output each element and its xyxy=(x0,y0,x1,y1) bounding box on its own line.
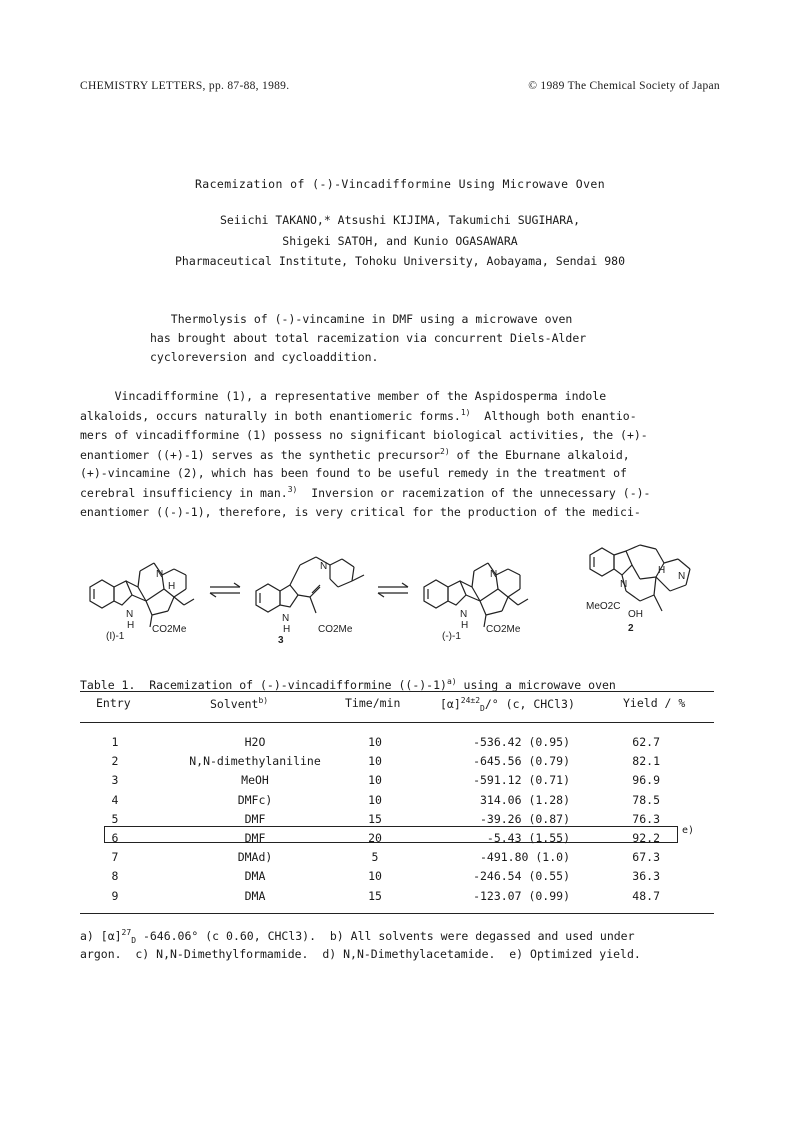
table-cell-alpha: -645.56 (0.79) xyxy=(473,754,570,769)
table-cell-alpha: -246.54 (0.55) xyxy=(473,869,570,884)
footnote-text: -646.06° (c 0.60, CHCl3). b) All solvents were degassed and used under xyxy=(136,928,635,943)
body-line xyxy=(80,408,720,423)
table-caption-footnote: a) xyxy=(446,677,457,686)
abstract-line: has brought about total racemization via concurrent Diels-Alder xyxy=(150,331,587,345)
table-cell-time: 10 xyxy=(368,773,382,788)
atom-label-n: N xyxy=(126,609,134,620)
column-header-solvent xyxy=(210,696,268,711)
ester-label: MeO2C xyxy=(586,601,621,612)
table-cell-solvent: MeOH xyxy=(241,773,269,788)
atom-label-n: N xyxy=(678,571,686,582)
table-cell-entry: 5 xyxy=(111,811,119,826)
structure-racemic-vincadifformine xyxy=(90,563,194,627)
table-cell-yield: 67.3 xyxy=(632,850,660,865)
body-text: alkaloids, occurs naturally in both enantiomeric forms. xyxy=(80,408,461,423)
atom-label-n: N xyxy=(620,579,628,590)
structure-levo-vincadifformine xyxy=(424,563,528,627)
table-cell-time: 10 xyxy=(368,792,382,807)
table-cell-alpha: -536.42 (0.95) xyxy=(473,735,570,749)
copyright-notice: © 1989 The Chemical Society of Japan xyxy=(528,80,720,92)
optimized-row-footnote: e) xyxy=(682,825,695,836)
body-line: Vincadifformine (1), a representative member of the Aspidosperma indole xyxy=(80,389,607,403)
column-header-rotation xyxy=(440,696,575,713)
atom-label-n: N xyxy=(490,569,498,580)
table-cell-alpha: -491.80 (1.0) xyxy=(479,850,570,865)
table-caption-text: using a microwave oven xyxy=(456,677,616,692)
table-cell-solvent: H2O xyxy=(244,735,266,749)
table-cell-alpha: -591.12 (0.71) xyxy=(473,773,570,788)
column-header-subscript: D xyxy=(480,704,485,714)
table-cell-entry: 1 xyxy=(111,735,119,749)
affiliation: Pharmaceutical Institute, Tohoku University, Aobayama, Sendai 980 xyxy=(174,254,626,268)
table-cell-time: 10 xyxy=(368,754,382,769)
table-cell-yield: 78.5 xyxy=(632,792,660,807)
table-cell-alpha: -39.26 (0.87) xyxy=(479,811,570,826)
journal-citation: CHEMISTRY LETTERS, pp. 87-88, 1989. xyxy=(80,80,290,92)
footnote-superscript: 27 xyxy=(121,928,132,937)
compound-label-levo-1: (-)-1 xyxy=(442,631,461,642)
equilibrium-arrow xyxy=(378,583,408,597)
table-cell-solvent: DMA xyxy=(244,888,266,903)
atom-label-h: H xyxy=(283,624,291,635)
author-list-line-2: Shigeki SATOH, and Kunio OGASAWARA xyxy=(282,234,518,248)
atom-label-n: N xyxy=(156,569,164,580)
footnote-text: a) [α] xyxy=(80,928,122,943)
table-cell-entry: 3 xyxy=(111,773,119,788)
table-cell-time: 20 xyxy=(368,831,382,845)
body-text: Although both enantio- xyxy=(470,408,637,423)
compound-label-2: 2 xyxy=(628,623,634,634)
table-cell-alpha: -123.07 (0.99) xyxy=(473,888,570,903)
atom-label-n: N xyxy=(320,561,328,572)
hydroxyl-label: OH xyxy=(628,609,643,620)
table-cell-entry: 4 xyxy=(111,792,119,807)
column-header-yield: Yield / % xyxy=(623,696,686,710)
table-cell-entry: 9 xyxy=(111,888,119,903)
ester-label: CO2Me xyxy=(152,624,187,635)
body-text: enantiomer ((+)-1) serves as the synthetic precursor xyxy=(80,447,441,462)
body-line: enantiomer ((-)-1), therefore, is very critical for the production of the medici- xyxy=(80,505,641,519)
body-text: Inversion or racemization of the unnecessary (-)- xyxy=(297,485,651,500)
table-cell-yield: 82.1 xyxy=(632,754,660,769)
table-cell-entry: 6 xyxy=(111,831,119,845)
atom-label-n: N xyxy=(460,609,468,620)
table-cell-yield: 76.3 xyxy=(632,811,660,826)
table-cell-yield: 92.2 xyxy=(632,831,660,845)
table-bottom-rule xyxy=(80,913,714,914)
table-cell-time: 10 xyxy=(368,735,382,749)
table-cell-time: 5 xyxy=(371,850,379,865)
table-header-rule xyxy=(80,722,714,723)
optimized-row-box xyxy=(104,826,678,843)
table-cell-solvent: DMAd) xyxy=(237,850,273,865)
table-cell-solvent: DMFc) xyxy=(237,792,273,807)
column-header-entry: Entry xyxy=(96,696,131,710)
equilibrium-arrow xyxy=(210,583,240,597)
reference-marker: 3) xyxy=(287,485,298,494)
structure-compound-3 xyxy=(256,557,364,613)
atom-label-h: H xyxy=(127,620,135,631)
column-header-text: Solvent xyxy=(210,696,259,711)
table-footnote-line: argon. c) N,N-Dimethylformamide. d) N,N-Dimethylacetamide. e) Optimized yield. xyxy=(80,947,641,961)
reference-marker: 2) xyxy=(440,447,450,456)
body-text: of the Eburnane alkaloid, xyxy=(449,447,630,462)
table-cell-time: 10 xyxy=(368,869,382,884)
table-cell-yield: 36.3 xyxy=(632,869,660,884)
table-cell-alpha: -5.43 (1.55) xyxy=(486,831,570,845)
table-cell-solvent: DMA xyxy=(244,869,266,884)
table-cell-yield: 48.7 xyxy=(632,888,660,903)
atom-label-h: H xyxy=(461,620,469,631)
atom-label-h: H xyxy=(658,565,666,576)
abstract-line: Thermolysis of (-)-vincamine in DMF using a microwave oven xyxy=(150,312,573,326)
body-line: mers of vincadifformine (1) possess no significant biological activities, the (+)- xyxy=(80,428,648,442)
body-text: cerebral insufficiency in man. xyxy=(80,485,288,500)
footnote-subscript: D xyxy=(131,936,137,946)
table-caption-text: Table 1. Racemization of (-)-vincadifformine ((-)-1) xyxy=(80,677,447,692)
article-title: Racemization of (-)-Vincadifformine Using Microwave Oven xyxy=(194,177,606,191)
column-header-text: [α] xyxy=(440,696,461,711)
compound-label-racemic-1: (I)-1 xyxy=(106,631,125,642)
reaction-scheme xyxy=(80,535,720,645)
atom-label-n: N xyxy=(282,613,290,624)
reference-marker: 1) xyxy=(460,408,471,417)
table-top-rule xyxy=(80,691,714,692)
table-cell-solvent: DMF xyxy=(244,811,266,826)
table-cell-entry: 7 xyxy=(111,850,119,865)
table-caption xyxy=(80,677,616,692)
body-line xyxy=(80,447,720,462)
abstract-line: cycloreversion and cycloaddition. xyxy=(150,350,379,364)
atom-label-h: H xyxy=(168,581,176,592)
table-cell-entry: 2 xyxy=(111,754,119,769)
column-header-footnote: b) xyxy=(258,696,269,705)
table-cell-yield: 62.7 xyxy=(632,735,660,749)
table-footnote-line xyxy=(80,928,635,945)
author-list-line-1: Seiichi TAKANO,* Atsushi KIJIMA, Takumichi SUGIHARA, xyxy=(219,213,581,227)
ester-label: CO2Me xyxy=(318,624,353,635)
table-cell-alpha: 314.06 (1.28) xyxy=(479,792,570,807)
table-cell-yield: 96.9 xyxy=(632,773,660,788)
running-head xyxy=(80,80,720,96)
table-cell-solvent: N,N-dimethylaniline xyxy=(189,754,321,769)
table-cell-solvent: DMF xyxy=(244,831,266,845)
column-header-time: Time/min xyxy=(345,696,401,710)
table-cell-entry: 8 xyxy=(111,869,119,884)
table-cell-time: 15 xyxy=(368,811,382,826)
table-cell-time: 15 xyxy=(368,888,382,903)
body-line xyxy=(80,485,720,500)
ester-label: CO2Me xyxy=(486,624,521,635)
compound-label-3: 3 xyxy=(278,635,284,645)
column-header-text: /° (c, CHCl3) xyxy=(484,696,575,711)
body-line: (+)-vincamine (2), which has been found to be useful remedy in the treatment of xyxy=(80,466,627,480)
column-header-superscript: 24±2 xyxy=(460,696,481,705)
